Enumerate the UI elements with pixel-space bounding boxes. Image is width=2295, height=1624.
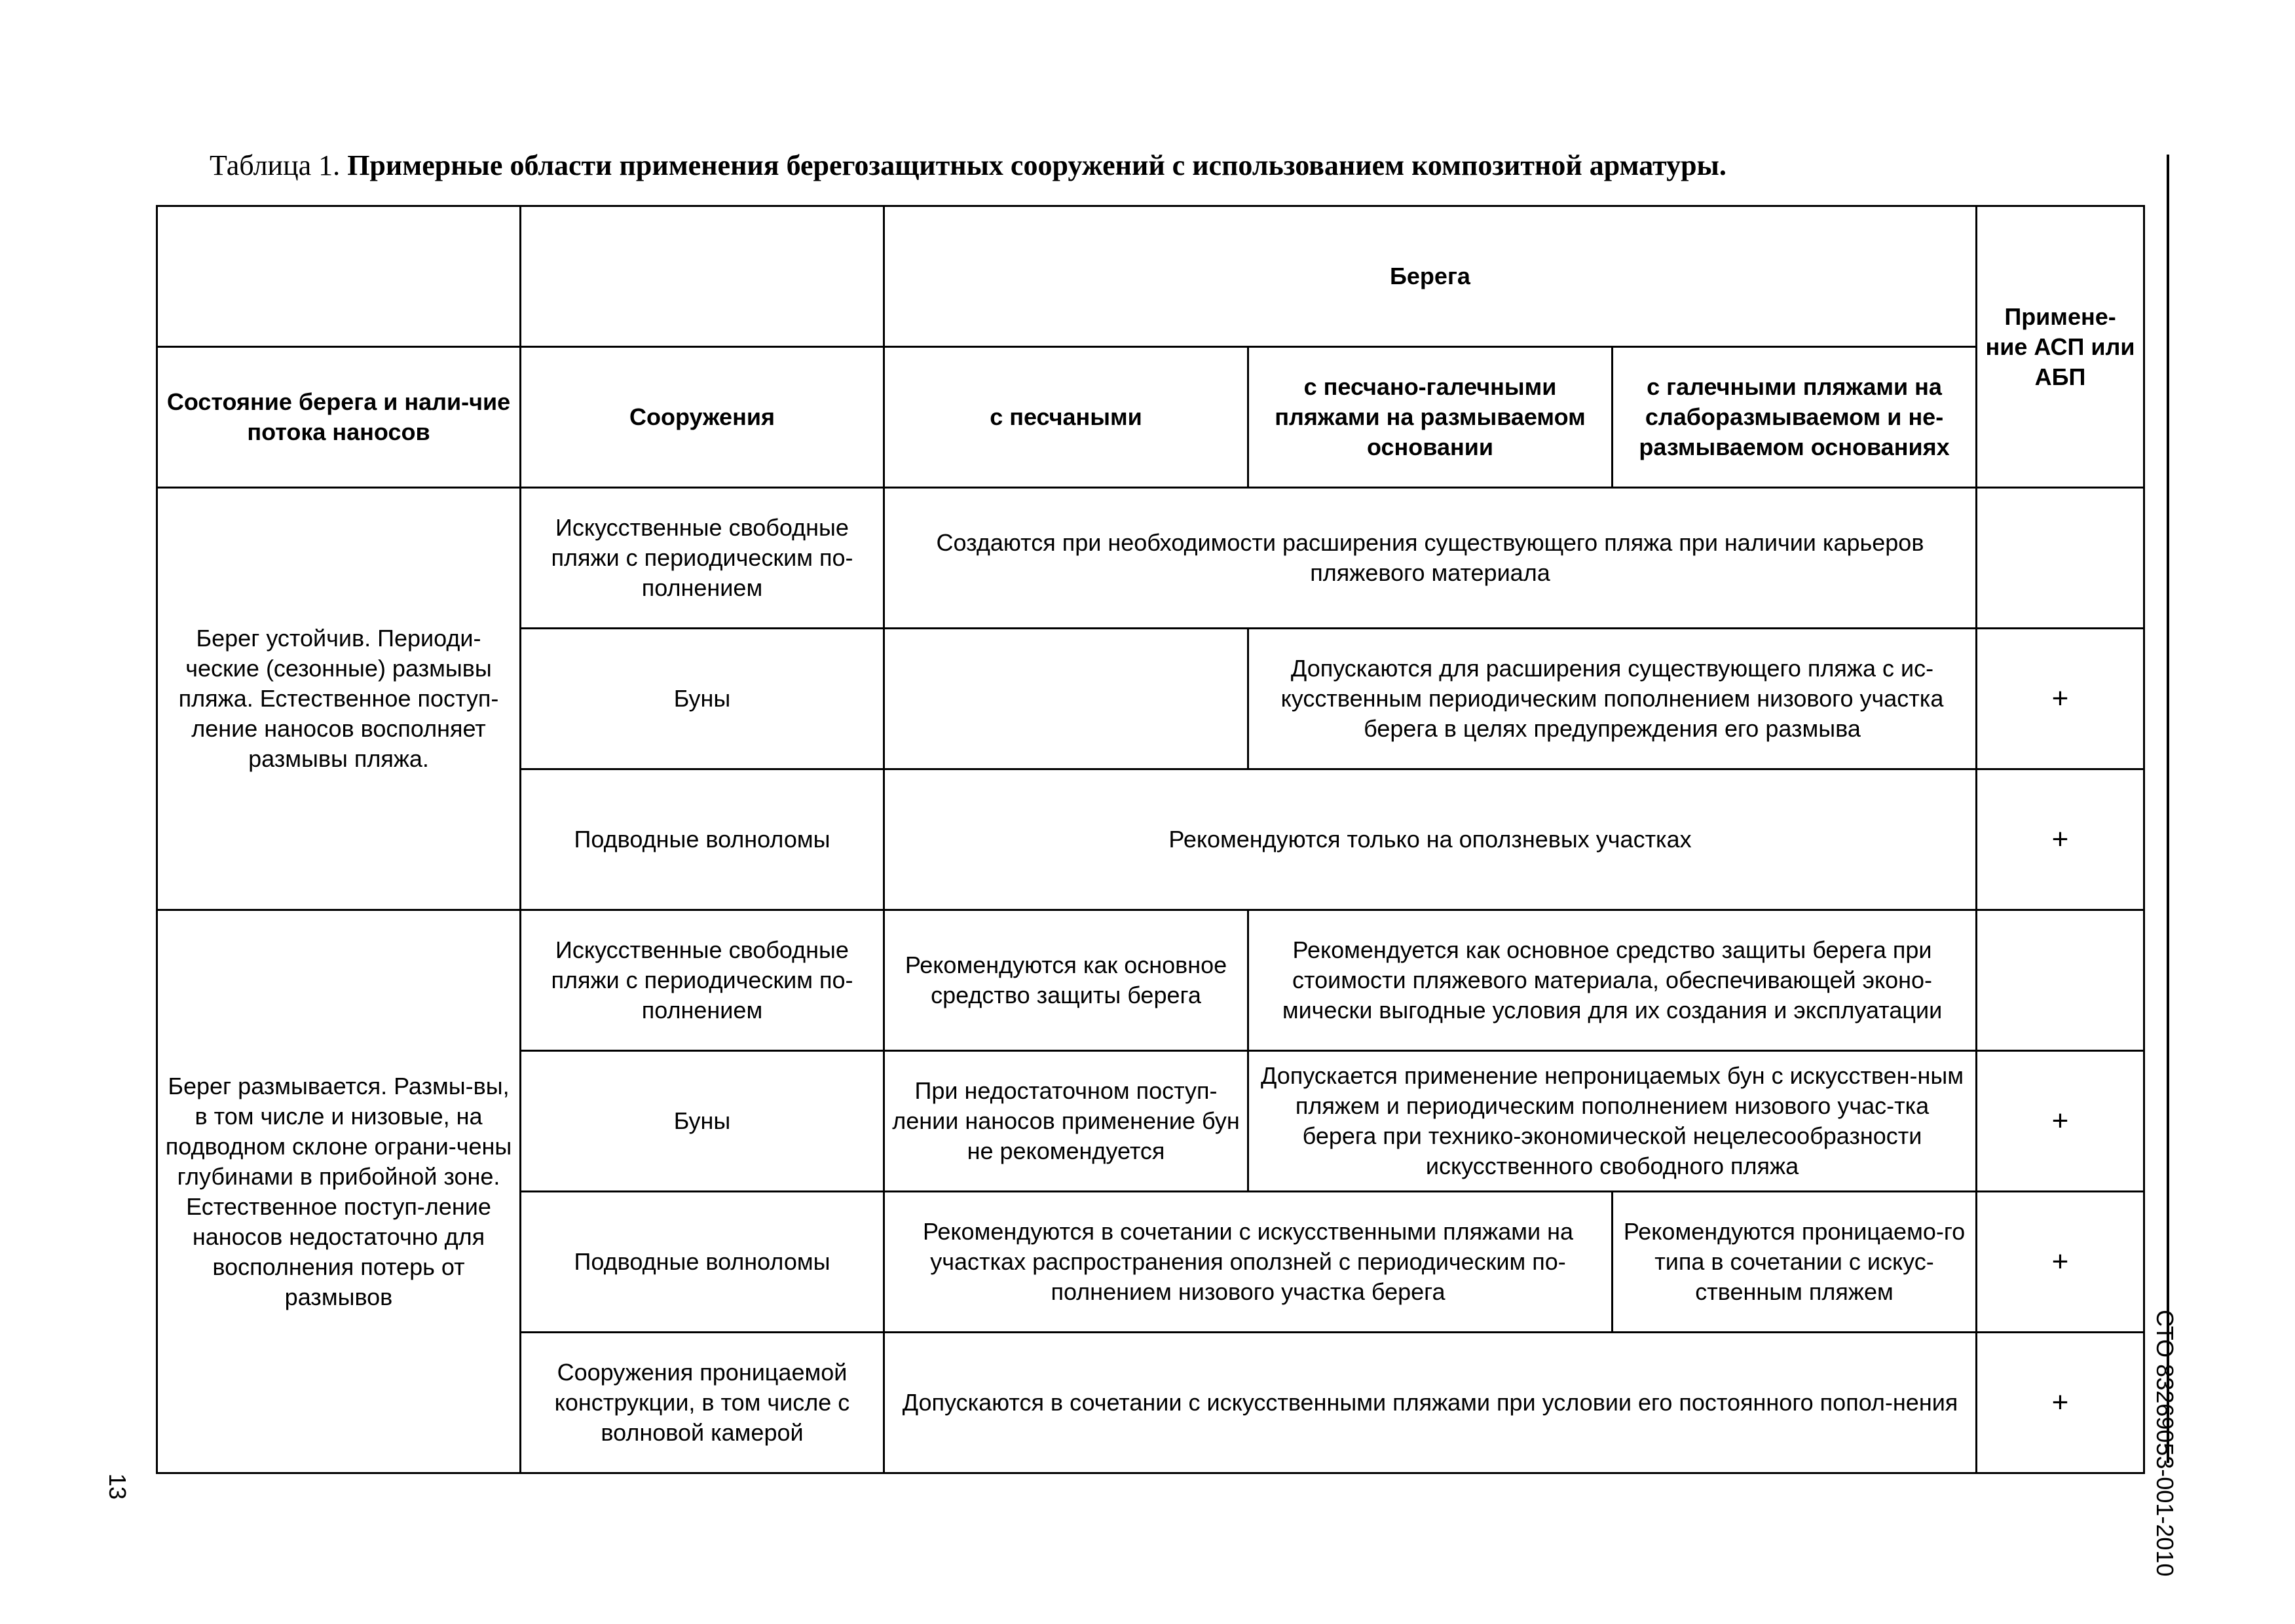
structure-cell: Буны: [521, 629, 884, 769]
recommendation-cell: Рекомендуются только на оползневых участках: [884, 769, 1977, 910]
mark-cell: +: [1977, 1051, 2144, 1192]
pebble-cell: Рекомендуются проницаемо-го типа в сочетании с искус-ственным пляжем: [1613, 1192, 1977, 1333]
sand-cell: Рекомендуются как основное средство защиты берега: [884, 910, 1248, 1051]
recommendation-cell: Создаются при необходимости расширения существующего пляжа при наличии карьеров пляжевого материала: [884, 488, 1977, 629]
header-sooruzheniya: Сооружения: [521, 347, 884, 488]
structure-cell: Искусственные свободные пляжи с периодическим по-полнением: [521, 488, 884, 629]
header-sostoyanie: Состояние берега и нали-чие потока наносов: [157, 347, 521, 488]
header-primenenie: Примене-ние АСП или АБП: [1977, 206, 2144, 488]
mark-cell: +: [1977, 769, 2144, 910]
header-peschanye: с песчаными: [884, 347, 1248, 488]
caption-prefix: Таблица 1.: [210, 149, 341, 181]
condition-cell-stable: Берег устойчив. Периоди-ческие (сезонные) размывы пляжа. Естественное поступ-ление наносов восполняет размывы пляжа.: [157, 488, 521, 910]
application-areas-table: [156, 205, 2145, 1474]
sand-cell: [884, 629, 1248, 769]
header-berega: Берега: [884, 206, 1977, 347]
recommendation-cell: Допускается применение непроницаемых бун с искусствен-ным пляжем и периодическим пополнением низового учас-тка берега при технико-экономической нецелесообразности искусственного свободного пляжа: [1248, 1051, 1977, 1192]
recommendation-cell: Рекомендуются в сочетании с искусственными пляжами на участках распространения оползней с периодическим по-полнением низового участка берега: [884, 1192, 1613, 1333]
table-row: [157, 488, 2144, 629]
structure-cell: Подводные волноломы: [521, 769, 884, 910]
mark-cell: +: [1977, 1333, 2144, 1473]
margin-rule: [2167, 155, 2169, 1463]
header-peschano-galechnye: с песчано-галечными пляжами на размываемом основании: [1248, 347, 1613, 488]
structure-cell: Буны: [521, 1051, 884, 1192]
structure-cell: Сооружения проницаемой конструкции, в том числе с волновой камерой: [521, 1333, 884, 1473]
recommendation-cell: Допускаются для расширения существующего пляжа с ис-кусственным периодическим пополнением низового участка берега в целях предупреждения его размыва: [1248, 629, 1977, 769]
table-row: [157, 910, 2144, 1051]
mark-cell: [1977, 488, 2144, 629]
header-row-1: [157, 206, 2144, 347]
structure-cell: Искусственные свободные пляжи с периодическим по-полнением: [521, 910, 884, 1051]
mark-cell: [1977, 910, 2144, 1051]
document-code: СТО 83269053-001-2010: [2152, 1310, 2178, 1577]
header-row-2: [157, 347, 2144, 488]
sand-cell: При недостаточном поступ-лении наносов применение бун не рекомендуется: [884, 1051, 1248, 1192]
header-galechnye: с галечными пляжами на слаборазмываемом и не-размываемом основаниях: [1613, 347, 1977, 488]
header-empty-cell-1: [157, 206, 521, 347]
page-number: 13: [104, 1473, 131, 1500]
mark-cell: +: [1977, 1192, 2144, 1333]
header-empty-cell-2: [521, 206, 884, 347]
condition-cell-eroding: Берег размывается. Размы-вы, в том числе и низовые, на подводном склоне ограни-чены глубинами в прибойной зоне. Естественное поступ-ление наносов недостаточно для восполнения потерь от размывов: [157, 910, 521, 1473]
recommendation-cell: Рекомендуется как основное средство защиты берега при стоимости пляжевого материала, обеспечивающей эконо-мически выгодные условия для их создания и эксплуатации: [1248, 910, 1977, 1051]
structure-cell: Подводные волноломы: [521, 1192, 884, 1333]
recommendation-cell: Допускаются в сочетании с искусственными пляжами при условии его постоянного попол-нения: [884, 1333, 1977, 1473]
mark-cell: +: [1977, 629, 2144, 769]
caption-title: Примерные области применения берегозащитных сооружений с использованием композитной арматуры.: [347, 149, 1726, 181]
table-caption: [210, 145, 2096, 186]
